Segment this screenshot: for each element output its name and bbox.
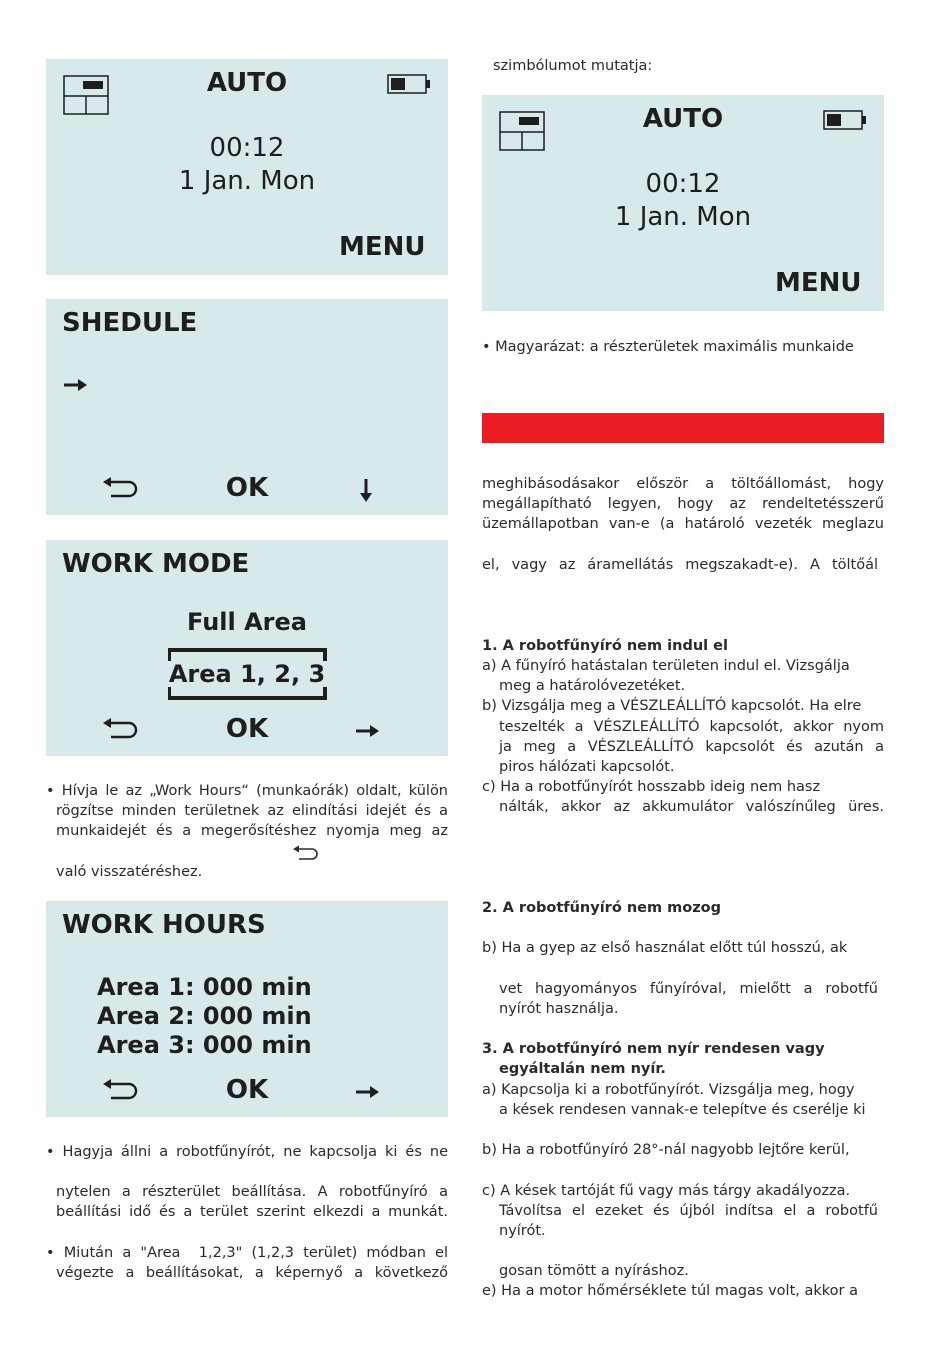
text-line: • Magyarázat: a részterületek maximális munkaide — [482, 339, 854, 355]
paragraph-work-hours-intro — [46, 781, 448, 842]
paragraph-after-settings — [46, 1243, 448, 1283]
text-line: a) Kapcsolja ki a robotfűnyírót. Vizsgálja meg, hogy — [482, 1082, 855, 1098]
option-area-123[interactable]: Area 1, 2, 3 — [168, 660, 326, 688]
text-line: 3. A robotfűnyíró nem nyír rendesen vagy — [482, 1041, 825, 1057]
text-line: vet hagyományos fűnyíróval, mielőtt a robotfű — [499, 981, 878, 997]
text-line: nálták, akkor az akkumulátor valószínűleg üres. — [499, 799, 884, 816]
text-line: meghibásodásakor először a töltőállomást, hogy — [482, 476, 884, 492]
area-grid-icon — [499, 111, 545, 151]
text-line: piros hálózati kapcsolót. — [499, 759, 675, 776]
paragraph-fault-check — [482, 474, 884, 535]
area-3-time[interactable]: Area 3: 000 min — [97, 1031, 312, 1059]
clock-time: 00:12 — [645, 169, 721, 199]
paragraph-leave-mower-cont — [56, 1182, 448, 1222]
text-line: nyírót. — [499, 1223, 546, 1240]
lcd-screen-work-hours — [46, 901, 448, 1117]
text-line: Távolítsa el ezeket és újból indítsa el a robotfű — [499, 1203, 878, 1220]
text-line: nytelen a részterület beállítása. A robotfűnyíró a — [56, 1184, 448, 1200]
section-3-body-c — [482, 1181, 878, 1242]
text-line: el, vagy az áramellátás megszakadt-e). A töltőál — [482, 557, 878, 573]
screen-title: AUTO — [642, 104, 724, 134]
text-line: gosan tömött a nyíráshoz. — [499, 1263, 689, 1279]
arrow-down-icon[interactable] — [360, 478, 372, 502]
section-2-body — [499, 979, 878, 1019]
screen-title: AUTO — [206, 68, 288, 98]
text-line: b) Vizsgálja meg a VÉSZLEÁLLÍTÓ kapcsolót. Ha elre — [482, 698, 862, 715]
text-line: e) Ha a motor hőmérséklete túl magas volt, akkor a — [482, 1283, 858, 1299]
area-grid-icon — [63, 75, 109, 115]
arrow-right-icon — [63, 379, 87, 391]
battery-icon — [823, 110, 867, 130]
area-1-time[interactable]: Area 1: 000 min — [97, 973, 312, 1001]
text-line: teszelték a VÉSZLEÁLLÍTÓ kapcsolót, akkor nyom — [499, 718, 884, 735]
date-display: 1 Jan. Mon — [614, 202, 752, 232]
text-line: a) A fűnyíró hatástalan területen indul el. Vizsgálja — [482, 658, 850, 674]
lcd-screen-auto-1 — [46, 59, 448, 275]
text-line: végezte a beállításokat, a képernyő a következő — [56, 1265, 448, 1282]
text-line: nyírót használja. — [499, 1001, 619, 1018]
date-display: 1 Jan. Mon — [178, 166, 316, 196]
heading-section-1: 1. A robotfűnyíró nem indul el — [482, 638, 728, 654]
text-line: a kések rendesen vannak-e telepítve és cserélje ki — [499, 1102, 866, 1119]
back-icon[interactable] — [103, 476, 139, 498]
ok-button[interactable]: OK — [225, 714, 269, 744]
menu-button[interactable]: MENU — [775, 268, 862, 298]
screen-title: WORK HOURS — [62, 910, 266, 940]
clock-time: 00:12 — [209, 133, 285, 163]
arrow-right-icon[interactable] — [355, 1086, 379, 1098]
text-line: egyáltalán nem nyír. — [499, 1061, 666, 1078]
text-line: ja meg a VÉSZLEÁLLÍTÓ kapcsolót és azután a — [499, 738, 884, 755]
text-line: meg a határolóvezetéket. — [499, 678, 686, 695]
heading-section-2: 2. A robotfűnyíró nem mozog — [482, 900, 722, 916]
ok-button[interactable]: OK — [225, 1075, 269, 1105]
text-line: megállapítható legyen, hogy az rendeltetésszerű — [482, 496, 884, 513]
option-full-area[interactable]: Full Area — [187, 608, 307, 636]
text-line: rögzítse minden területnek az elindítási idejét és a — [56, 803, 448, 820]
text-line: munkaidejét és a megerősítéshez nyomja meg az — [56, 823, 448, 840]
lcd-screen-work-mode — [46, 540, 448, 756]
back-icon[interactable] — [103, 717, 139, 739]
ok-button[interactable]: OK — [225, 473, 269, 503]
screen-title: SHEDULE — [62, 308, 198, 338]
back-icon — [293, 845, 319, 861]
heading-section-3 — [482, 1039, 825, 1079]
text-line: • Miután a "Area 1,2,3" (1,2,3 terület) módban el — [46, 1245, 448, 1261]
back-icon[interactable] — [103, 1078, 139, 1100]
arrow-right-icon[interactable] — [355, 725, 379, 737]
screen-title: WORK MODE — [62, 549, 250, 579]
text-line: szimbólumot mutatja: — [493, 58, 653, 74]
paragraph-leave-mower — [46, 1142, 448, 1162]
red-heading-bar — [482, 413, 884, 443]
text-line: • Hívja le az „Work Hours“ (munkaórák) oldalt, külön — [46, 783, 448, 799]
text-line: b) Ha a robotfűnyíró 28°-nál nagyobb lejtőre kerül, — [482, 1142, 850, 1158]
text-line: • Hagyja állni a robotfűnyírót, ne kapcsolja ki és ne — [46, 1144, 448, 1160]
lcd-screen-schedule — [46, 299, 448, 515]
battery-icon — [387, 74, 431, 94]
text-line: c) Ha a robotfűnyírót hosszabb ideig nem hasz — [482, 779, 821, 796]
menu-button[interactable]: MENU — [339, 232, 426, 262]
text-line: beállítási idő és a terület szerint elkezdi a munkát. — [56, 1204, 448, 1221]
area-2-time[interactable]: Area 2: 000 min — [97, 1002, 312, 1030]
lcd-screen-auto-2 — [482, 95, 884, 311]
section-3-body-a — [482, 1080, 866, 1120]
section-1-body — [482, 656, 884, 818]
text-line: b) Ha a gyep az első használat előtt túl hosszú, ak — [482, 940, 848, 956]
text-line: üzemállapotban van-e (a határoló vezeték meglazu — [482, 516, 884, 533]
text-line: c) A kések tartóját fű vagy más tárgy akadályozza. — [482, 1183, 851, 1199]
text-line: való visszatéréshez. — [56, 864, 203, 880]
